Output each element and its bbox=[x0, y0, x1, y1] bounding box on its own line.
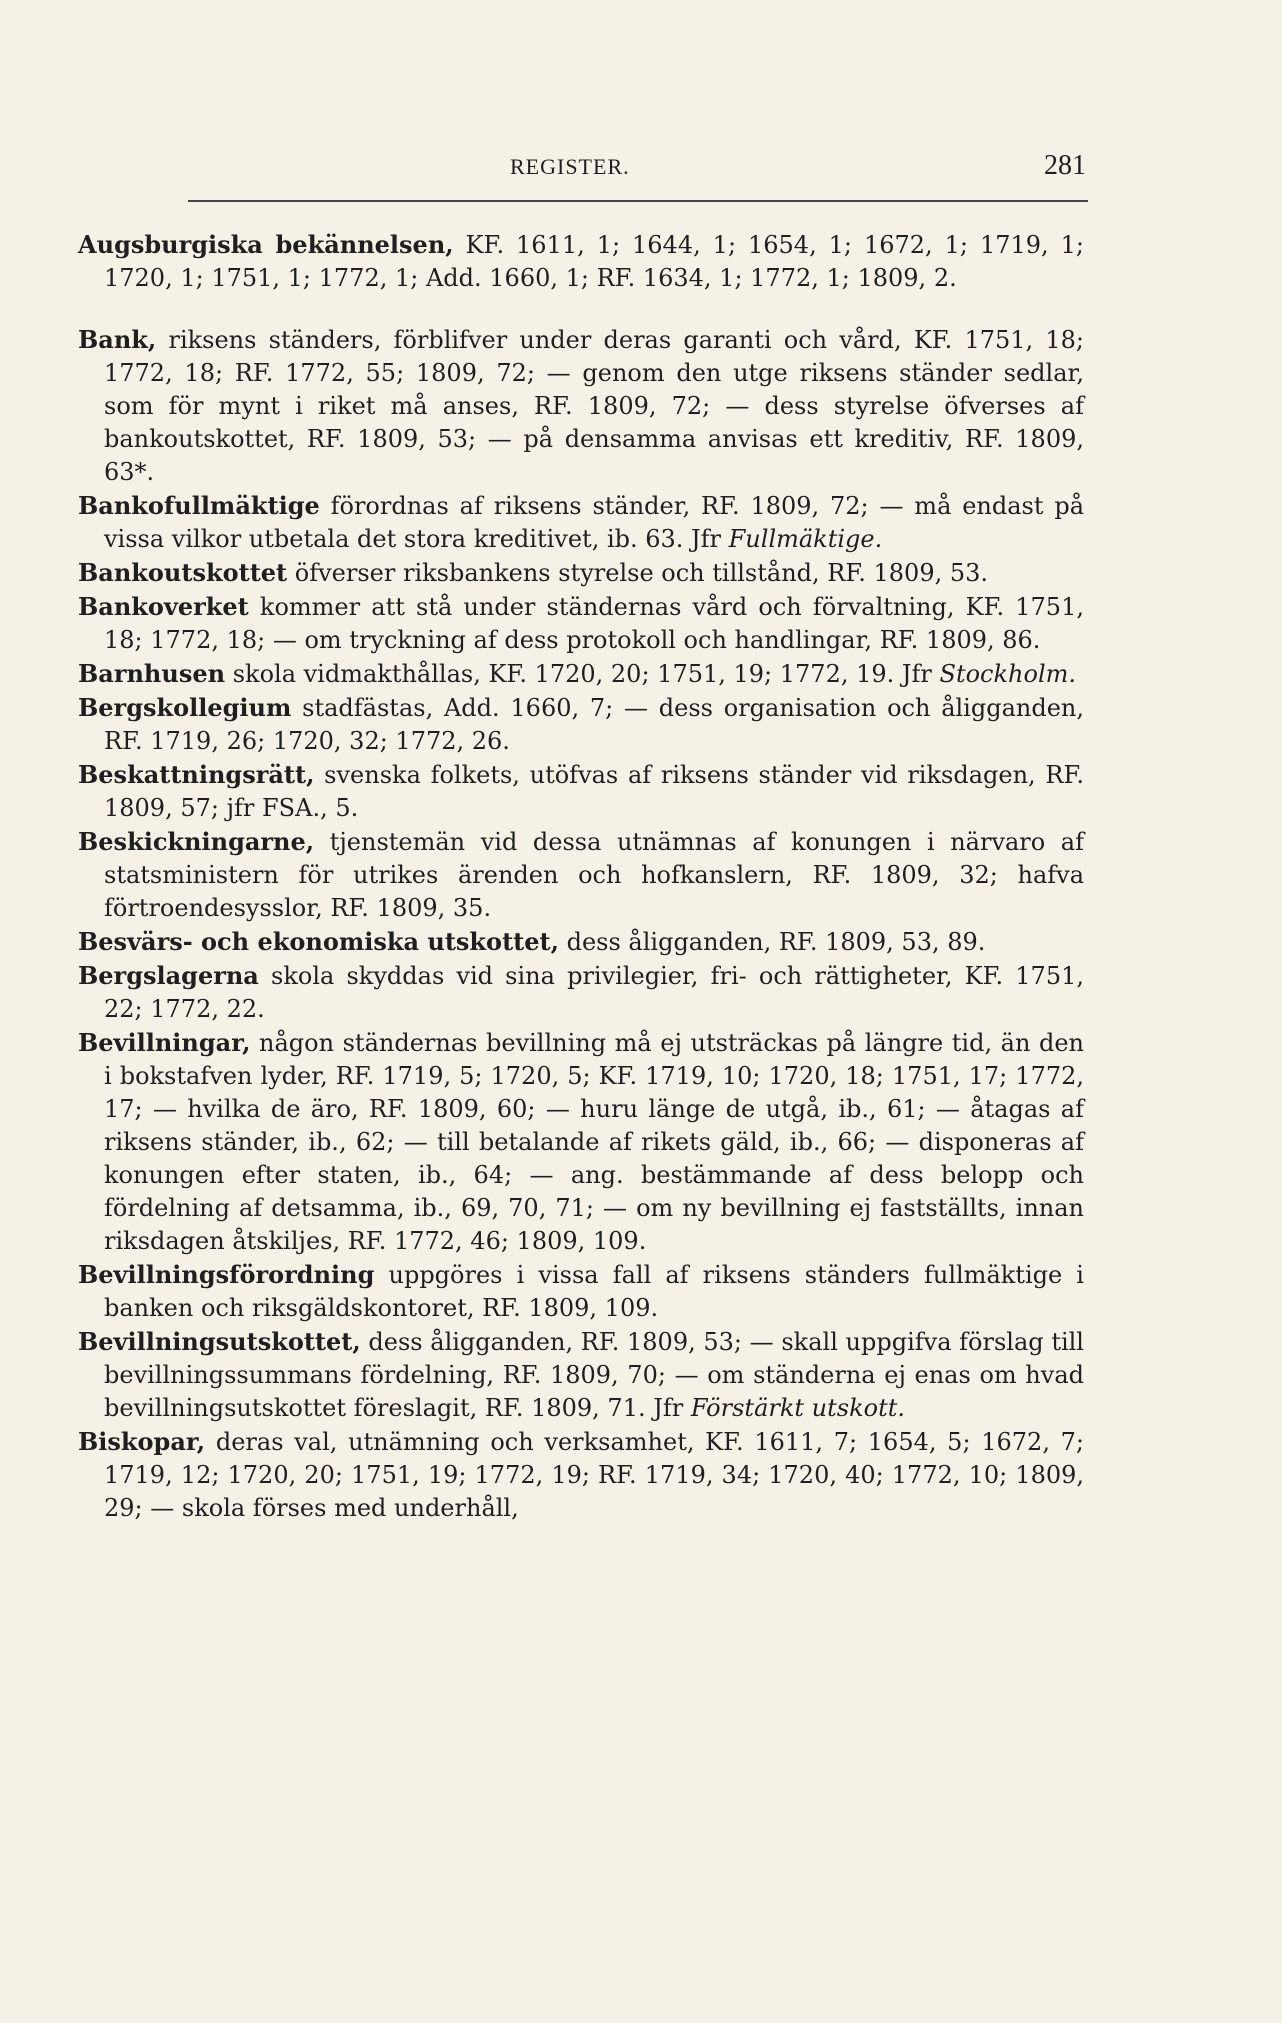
page-number: 281 bbox=[1044, 150, 1086, 181]
entry-text: dess åligganden, RF. 1809, 53, 89. bbox=[566, 928, 986, 956]
register-entry bbox=[78, 1325, 1084, 1425]
entry-text: någon ständernas bevillning må ej utsträckas på längre tid, än den i bokstafven lyder, RF. 1719, 5; 1720, 5; KF. 1719, 10; 1720, 18; 1751, 17; 1772, 17; — hvilka de äro, RF. 1809, 60; — huru länge de utgå, ib., 61; — åtagas af riksens ständer, ib., 62; — till betalande af rikets gäld, ib., 66; — disponeras af konungen efter staten, ib., 64; — ang. bestämmande af dess belopp och fördelning af detsamma, ib., 69, 70, 71; — om ny bevillning ej fastställts, innan riksdagen åtskiljes, RF. 1772, 46; 1809, 109. bbox=[104, 1029, 1084, 1255]
entry-text: dess åligganden, RF. 1809, 53; — skall uppgifva förslag till bevillningssummans fördelning, RF. 1809, 70; — om ständerna ej enas om hvad bevillningsutskottet föreslagit, RF. 1809, 71. Jfr bbox=[104, 1328, 1084, 1422]
entry-headword: Bergskollegium bbox=[78, 693, 292, 722]
register-entry bbox=[78, 959, 1084, 1026]
entry-text: uppgöres i vissa fall af riksens ständers fullmäktige i banken och riksgäldskontoret, RF. 1809, 109. bbox=[104, 1261, 1084, 1322]
entry-cross-reference: Stockholm. bbox=[939, 660, 1077, 688]
entry-text: deras val, utnämning och verksamhet, KF. 1611, 7; 1654, 5; 1672, 7; 1719, 12; 1720, 20; 1751, 19; 1772, 19; RF. 1719, 34; 1720, 40; 1772, 10; 1809, 29; — skola förses med underhåll, bbox=[104, 1428, 1084, 1522]
register-entry bbox=[78, 691, 1084, 758]
register-entry bbox=[78, 228, 1084, 295]
register-entry bbox=[78, 1425, 1084, 1525]
entry-text: KF. 1611, 1; 1644, 1; 1654, 1; 1672, 1; 1719, 1; 1720, 1; 1751, 1; 1772, 1; Add. 1660, 1; RF. 1634, 1; 1772, 1; 1809, 2. bbox=[104, 231, 1084, 292]
entry-text: förordnas af riksens ständer, RF. 1809, 72; — må endast på vissa vilkor utbetala det stora kreditivet, ib. 63. Jfr bbox=[104, 492, 1084, 553]
register-entry bbox=[78, 1258, 1084, 1325]
entry-headword: Bergslagerna bbox=[78, 961, 259, 990]
entry-text: tjenstemän vid dessa utnämnas af konungen i närvaro af statsministern för utrikes ärenden och hofkanslern, RF. 1809, 32; hafva förtroendesysslor, RF. 1809, 35. bbox=[104, 828, 1084, 922]
register-entries bbox=[78, 228, 1084, 1525]
entry-headword: Beskattningsrätt, bbox=[78, 760, 315, 789]
register-entry bbox=[78, 657, 1084, 691]
entry-headword: Augsburgiska bekännelsen, bbox=[78, 230, 454, 259]
register-entry bbox=[78, 590, 1084, 657]
entry-headword: Bevillningsutskottet, bbox=[78, 1327, 361, 1356]
entry-text: svenska folkets, utöfvas af riksens ständer vid riksdagen, RF. 1809, 57; jfr FSA., 5. bbox=[104, 761, 1084, 822]
register-entry bbox=[78, 758, 1084, 825]
entry-headword: Bank, bbox=[78, 325, 157, 354]
entry-headword: Bankoutskottet bbox=[78, 558, 288, 587]
entry-text: skola skyddas vid sina privilegier, fri- och rättigheter, KF. 1751, 22; 1772, 22. bbox=[104, 962, 1084, 1023]
entry-headword: Bankofullmäktige bbox=[78, 491, 320, 520]
page-header bbox=[510, 150, 1086, 182]
entry-text: stadfästas, Add. 1660, 7; — dess organisation och åligganden, RF. 1719, 26; 1720, 32; 1772, 26. bbox=[104, 694, 1085, 755]
entry-headword: Bevillningsförordning bbox=[78, 1260, 375, 1289]
register-entry bbox=[78, 825, 1084, 925]
register-entry bbox=[78, 489, 1084, 556]
entry-cross-reference: Förstärkt utskott. bbox=[690, 1394, 905, 1422]
entry-headword: Bankoverket bbox=[78, 592, 249, 621]
entry-cross-reference: Fullmäktige. bbox=[728, 525, 883, 553]
entry-headword: Barnhusen bbox=[78, 659, 226, 688]
entry-headword: Biskopar, bbox=[78, 1427, 206, 1456]
entry-headword: Besvärs- och ekonomiska utskottet, bbox=[78, 927, 559, 956]
entry-headword: Bevillningar, bbox=[78, 1028, 251, 1057]
running-title: REGISTER. bbox=[510, 154, 630, 179]
entry-headword: Beskickningarne, bbox=[78, 827, 315, 856]
register-entry bbox=[78, 925, 1084, 959]
entry-text: skola vidmakthållas, KF. 1720, 20; 1751, 19; 1772, 19. Jfr bbox=[232, 660, 932, 688]
register-entry bbox=[78, 323, 1084, 489]
register-entry bbox=[78, 1026, 1084, 1258]
entry-text: riksens ständers, förblifver under deras garanti och vård, KF. 1751, 18; 1772, 18; RF. 1772, 55; 1809, 72; — genom den utge riksens ständer sedlar, som för mynt i riket må anses, RF. 1809, 72; — dess styrelse öfverses af bankoutskottet, RF. 1809, 53; — på densamma anvisas ett kreditiv, RF. 1809, 63*. bbox=[104, 326, 1084, 486]
entry-text: kommer att stå under ständernas vård och förvaltning, KF. 1751, 18; 1772, 18; — om tryckning af dess protokoll och handlingar, RF. 1809, 86. bbox=[104, 593, 1084, 654]
header-rule bbox=[188, 200, 1088, 202]
register-entry bbox=[78, 556, 1084, 590]
entry-text: öfverser riksbankens styrelse och tillstånd, RF. 1809, 53. bbox=[294, 559, 989, 587]
